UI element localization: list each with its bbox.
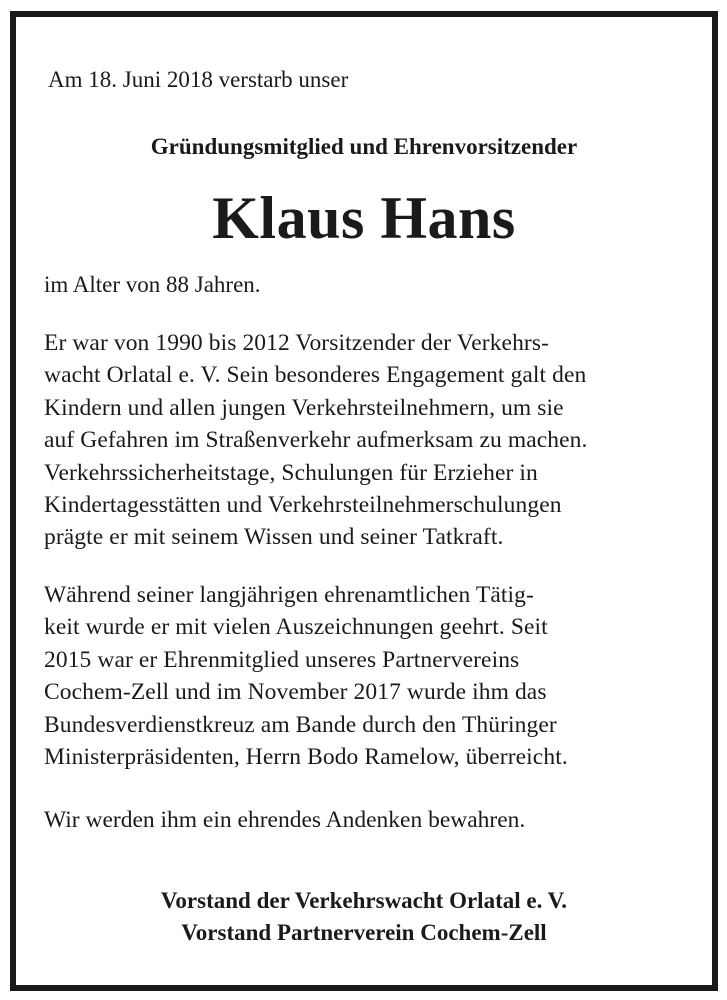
paragraph-line: prägte er mit seinem Wissen und seiner Tatkraft. <box>44 524 504 551</box>
paragraph-line: auf Gefahren im Straßenverkehr aufmerksam zu machen. <box>44 427 588 454</box>
signature-block <box>16 885 712 949</box>
biography-paragraph <box>44 327 588 554</box>
subtitle: Gründungsmitglied und Ehrenvorsitzender <box>150 134 578 159</box>
deceased-name: Klaus Hans <box>212 185 516 251</box>
paragraph-line: keit wurde er mit vielen Auszeichnungen geehrt. Seit <box>44 614 548 641</box>
paragraph-line: Ministerpräsidenten, Herrn Bodo Ramelow, überreicht. <box>44 744 568 771</box>
age-text: im Alter von 88 Jahren. <box>44 272 261 297</box>
paragraph-line: Cochem-Zell und im November 2017 wurde ihm das <box>44 679 547 706</box>
closing-text: Wir werden ihm ein ehrendes Andenken bewahren. <box>44 807 526 833</box>
paragraph-line: 2015 war er Ehrenmitglied unseres Partnervereins <box>44 646 520 673</box>
paragraph-line: wacht Orlatal e. V. Sein besonderes Engagement galt den <box>44 362 587 389</box>
paragraph-line: Bundesverdienstkreuz am Bande durch den Thüringer <box>44 711 557 738</box>
paragraph-line: Kindern und allen jungen Verkehrsteilnehmern, um sie <box>44 394 564 421</box>
obituary-notice <box>10 11 718 991</box>
paragraph-line: Während seiner langjährigen ehrenamtlichen Tätig- <box>44 582 534 608</box>
signature-line: Vorstand der Verkehrswacht Orlatal e. V. <box>160 888 568 913</box>
signature-line: Vorstand Partnerverein Cochem-Zell <box>181 920 547 945</box>
paragraph-line: Verkehrssicherheitstage, Schulungen für Erzieher in <box>44 459 538 486</box>
intro-text: Am 18. Juni 2018 verstarb unser <box>48 67 349 92</box>
honors-paragraph <box>44 579 568 773</box>
paragraph-line: Kindertagesstätten und Verkehrsteilnehmerschulungen <box>44 492 562 519</box>
paragraph-line: Er war von 1990 bis 2012 Vorsitzender der Verkehrs- <box>44 330 550 356</box>
